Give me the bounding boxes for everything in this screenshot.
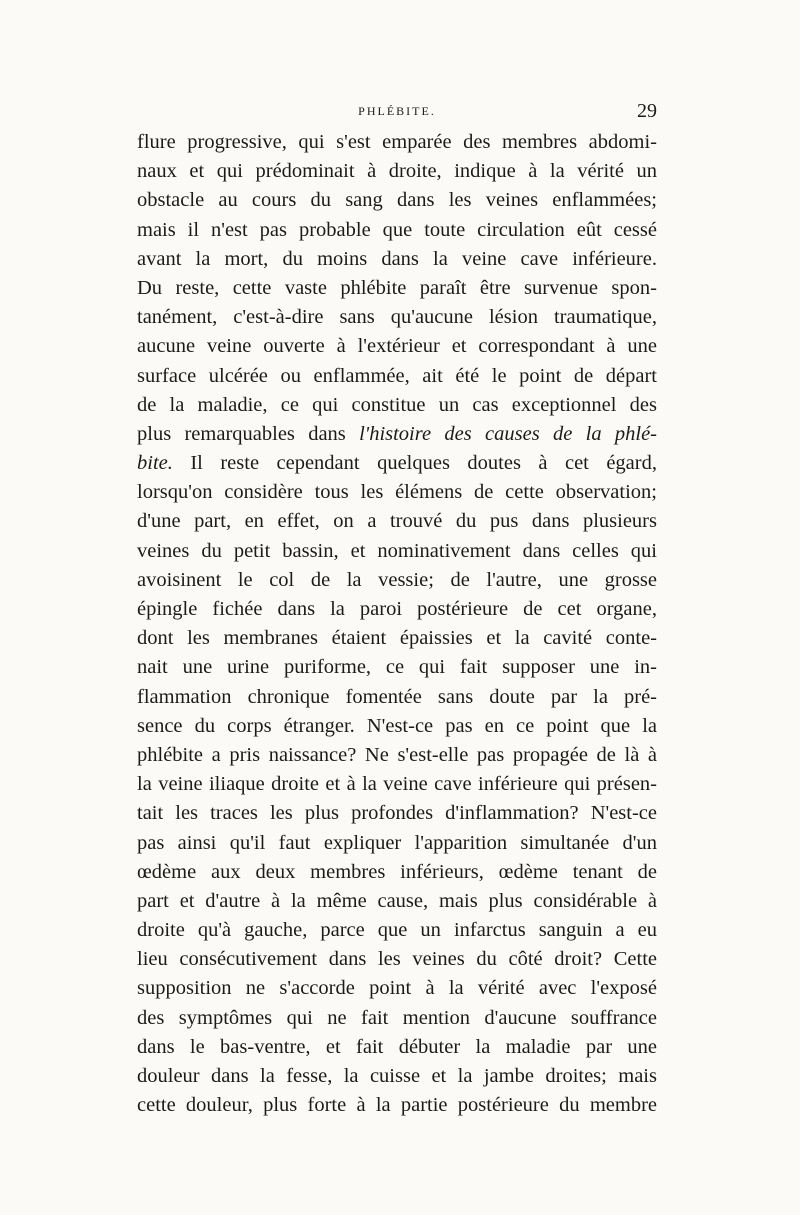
text-line-33: douleur dans la fesse, la cuisse et la jambe droites; mais: [137, 1065, 657, 1087]
text-line-19: nait une urine puriforme, ce qui fait supposer une in-: [137, 656, 657, 679]
text-line-3: obstacle au cours du sang dans les veines enflammées;: [137, 189, 657, 212]
text-line-23: la veine iliaque droite et à la veine cave inférieure qui présen-: [137, 773, 657, 796]
text-line-2: naux et qui prédominait à droite, indique à la vérité un: [137, 160, 657, 183]
text-line-20: flammation chronique fomentée sans doute par la pré-: [137, 685, 657, 708]
text-line-12-rest: Il reste cependant quelques doutes à cet égard,: [172, 452, 657, 475]
text-line-5: avant la mort, du moins dans la veine cave inférieure.: [137, 247, 657, 270]
text-line-14: d'une part, en effet, on a trouvé du pus dans plusieurs: [137, 510, 657, 533]
text-line-31: des symptômes qui ne fait mention d'aucune souffrance: [137, 1006, 657, 1029]
text-line-1: flure progressive, qui s'est emparée des membres abdomi-: [137, 131, 657, 153]
text-line-29: lieu consécutivement dans les veines du côté droit? Cette: [137, 948, 657, 971]
text-line-22: phlébite a pris naissance? Ne s'est-elle pas propagée de là à: [137, 743, 657, 766]
text-line-10: de la maladie, ce qui constitue un cas exceptionnel des: [137, 393, 657, 416]
text-line-4: mais il n'est pas probable que toute circulation eût cessé: [137, 218, 657, 241]
text-line-11: [137, 420, 657, 449]
text-line-26: œdème aux deux membres inférieurs, œdème tenant de: [137, 860, 657, 883]
text-line-21: sence du corps étranger. N'est-ce pas en ce point que la: [137, 714, 657, 737]
text-line-30: supposition ne s'accorde point à la vérité avec l'exposé: [137, 977, 657, 1000]
text-line-18: dont les membranes étaient épaissies et la cavité conte-: [137, 627, 657, 650]
text-line-28: droite qu'à gauche, parce que un infarctus sanguin a eu: [137, 919, 657, 942]
italic-title-end: bite.: [137, 452, 173, 475]
text-line-32: dans le bas-ventre, et fait débuter la maladie par une: [137, 1035, 657, 1058]
text-line-6: Du reste, cette vaste phlébite paraît être survenue spon-: [137, 276, 657, 299]
text-line-8: aucune veine ouverte à l'extérieur et correspondant à une: [137, 335, 657, 358]
text-line-27: part et d'autre à la même cause, mais plus considérable à: [137, 889, 657, 912]
running-head: [137, 100, 657, 124]
text-line-7: tanément, c'est-à-dire sans qu'aucune lésion traumatique,: [137, 306, 657, 329]
text-line-24: tait les traces les plus profondes d'inflammation? N'est-ce: [137, 802, 657, 825]
running-title: PHLÉBITE.: [358, 104, 436, 118]
text-line-34: cette douleur, plus forte à la partie postérieure du membre: [137, 1094, 657, 1117]
text-line-13: lorsqu'on considère tous les élémens de cette observation;: [137, 481, 657, 504]
italic-title: l'histoire des causes de la phlé-: [359, 422, 658, 445]
page-number: 29: [637, 100, 657, 122]
text-line-17: épingle fichée dans la paroi postérieure de cet organe,: [137, 598, 657, 620]
body-text: [137, 128, 657, 1120]
text-line-12: [137, 449, 657, 478]
text-line-15: veines du petit bassin, et nominativement dans celles qui: [137, 539, 657, 562]
text-line-9: surface ulcérée ou enflammée, ait été le point de départ: [137, 364, 657, 387]
text-line-16: avoisinent le col de la vessie; de l'autre, une grosse: [137, 568, 657, 591]
text-line-25: pas ainsi qu'il faut expliquer l'apparition simultanée d'un: [137, 831, 657, 854]
text-line-11-start: plus remarquables dans: [137, 422, 346, 445]
